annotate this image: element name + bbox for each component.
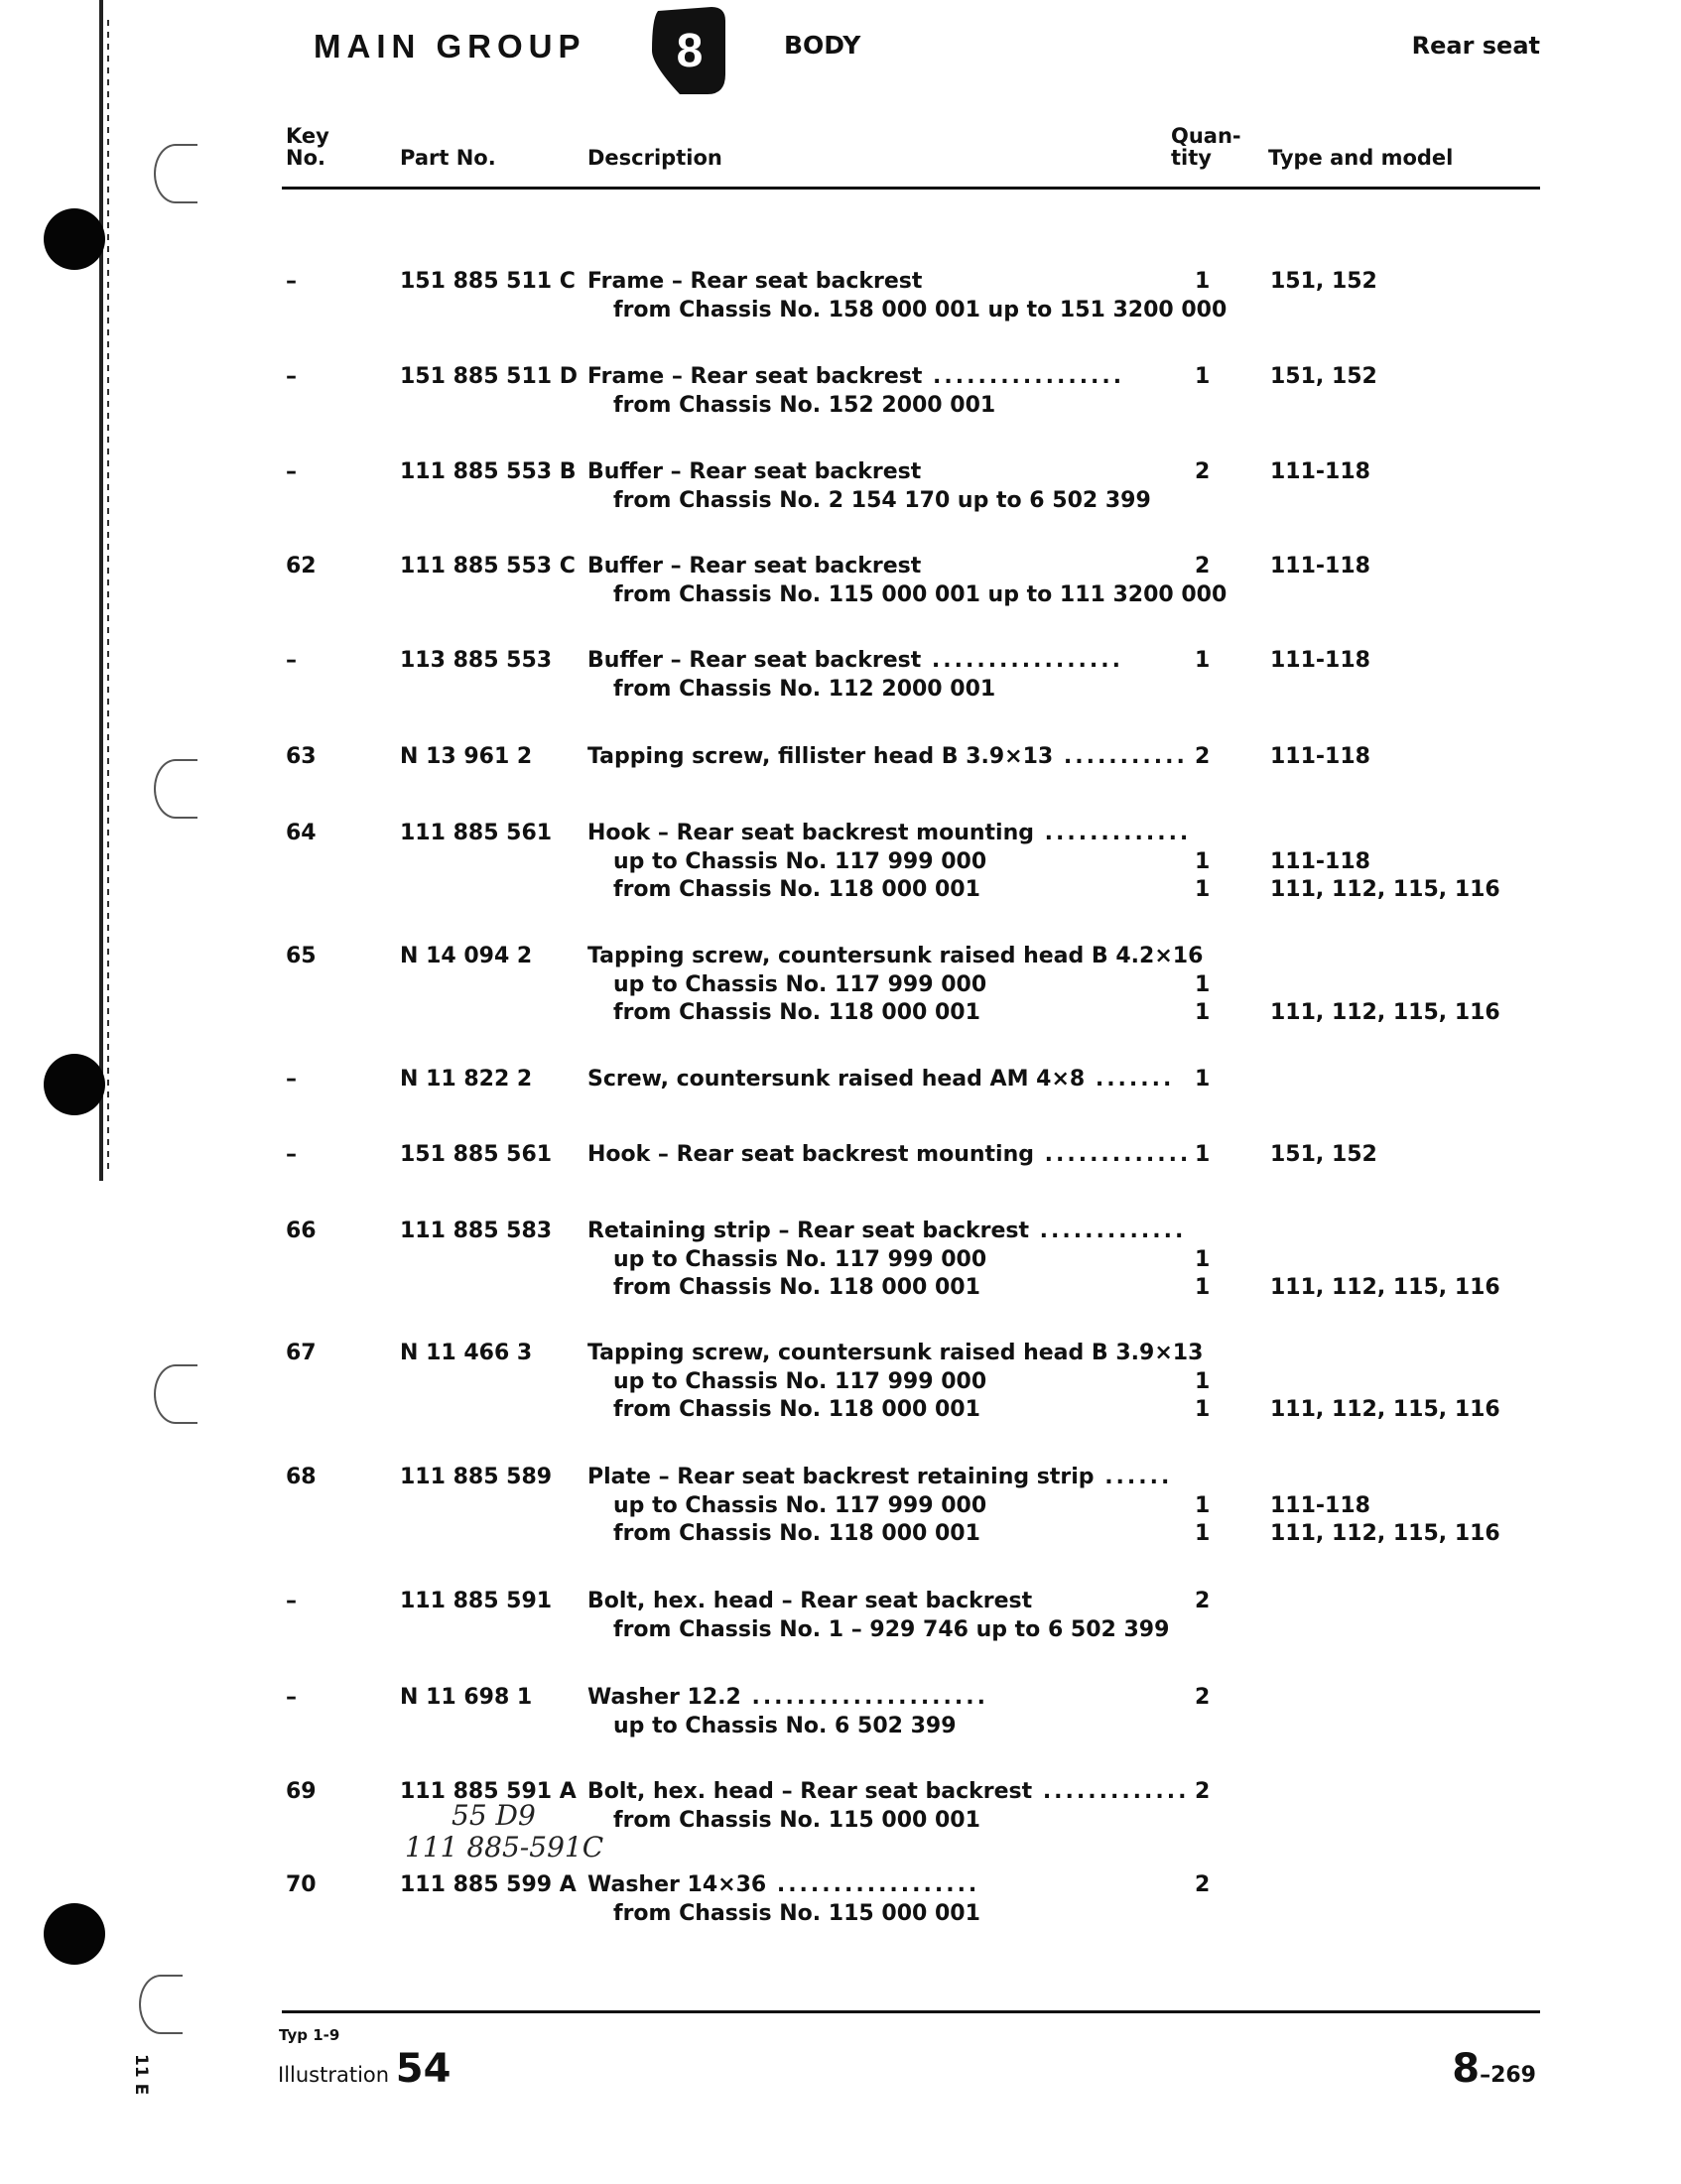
chassis-range: up to Chassis No. 117 999 000 xyxy=(613,1246,987,1272)
description xyxy=(587,743,1188,772)
type-model-value: 111, 112, 115, 116 xyxy=(1270,1000,1500,1025)
quantity-value xyxy=(1195,392,1210,421)
dot-leader: ....... xyxy=(1085,1067,1175,1092)
quantity-value: 2 xyxy=(1195,554,1211,578)
description xyxy=(587,1778,1189,1835)
illustration-label: Illustration xyxy=(278,2063,390,2087)
description xyxy=(587,1588,1169,1644)
dot-leader: ........... xyxy=(1053,744,1188,769)
type-model-value: 111, 112, 115, 116 xyxy=(1270,1275,1500,1300)
type-model-value xyxy=(1270,581,1370,610)
quantity-value: 1 xyxy=(1195,971,1211,997)
chassis-range: from Chassis No. 1 – 929 746 up to 6 502 399 xyxy=(613,1616,1170,1642)
dot-leader: ...... xyxy=(1094,1465,1173,1489)
quantity xyxy=(1195,1218,1210,1303)
part-no: N 13 961 2 xyxy=(400,744,533,769)
part-no: N 11 698 1 xyxy=(400,1685,533,1710)
quantity-value: 1 xyxy=(1195,1067,1211,1092)
description xyxy=(587,268,1227,324)
key-no: 68 xyxy=(286,1465,317,1489)
key-no: – xyxy=(286,269,297,294)
type-model xyxy=(1270,647,1370,704)
quantity-value xyxy=(1195,1900,1210,1929)
chassis-range: from Chassis No. 118 000 001 xyxy=(613,1521,980,1546)
type-model-value xyxy=(1270,1340,1500,1368)
description-text: Tapping screw, fillister head B 3.9×13 ........... xyxy=(587,744,1188,769)
col-quantity-line2: tity xyxy=(1171,146,1212,170)
binder-perforation xyxy=(107,20,109,1171)
quantity xyxy=(1195,363,1210,420)
chassis-range: up to Chassis No. 117 999 000 xyxy=(613,1368,987,1394)
chassis-range: from Chassis No. 118 000 001 xyxy=(613,1275,980,1300)
description xyxy=(587,943,1203,1028)
key-no: 62 xyxy=(286,554,317,578)
page-number-sub: –269 xyxy=(1480,2063,1536,2088)
type-model-value xyxy=(1270,1368,1500,1397)
description-text: Tapping screw, countersunk raised head B 4.2×16 xyxy=(587,944,1204,968)
part-no: 111 885 591 A xyxy=(400,1779,577,1804)
part-no: N 11 466 3 xyxy=(400,1341,533,1365)
description xyxy=(587,363,1124,420)
type-model-value xyxy=(1270,297,1377,325)
quantity-value xyxy=(1195,1218,1210,1246)
type-model xyxy=(1270,363,1377,420)
type-model-value xyxy=(1270,1218,1500,1246)
handwritten-note: 111 885-591C xyxy=(405,1831,604,1863)
type-model-value xyxy=(1270,1246,1500,1275)
dot-leader: ............. xyxy=(1029,1219,1187,1243)
quantity-value xyxy=(1195,487,1210,516)
punch-hole-top xyxy=(44,208,105,270)
description xyxy=(587,1340,1203,1425)
part-no: 111 885 553 B xyxy=(400,459,577,484)
type-model xyxy=(1270,1218,1500,1303)
quantity-value: 2 xyxy=(1195,744,1211,769)
ring-mark xyxy=(139,1975,183,2034)
quantity-value: 1 xyxy=(1195,1397,1211,1422)
type-model-value xyxy=(1270,1464,1500,1492)
chassis-range: from Chassis No. 112 2000 001 xyxy=(613,676,996,702)
quantity-value: 2 xyxy=(1195,459,1211,484)
edge-code: 11 E xyxy=(131,2054,151,2096)
chassis-range: up to Chassis No. 6 502 399 xyxy=(613,1713,957,1738)
quantity-value: 2 xyxy=(1195,1779,1211,1804)
header-rule xyxy=(282,187,1540,190)
dot-leader: ................. xyxy=(922,364,1125,389)
col-part-no: Part No. xyxy=(400,146,496,170)
chassis-range: from Chassis No. 118 000 001 xyxy=(613,1000,980,1025)
handwritten-note: 55 D9 xyxy=(452,1799,536,1832)
chassis-range: from Chassis No. 2 154 170 up to 6 502 399 xyxy=(613,487,1151,513)
chassis-range: up to Chassis No. 117 999 000 xyxy=(613,1492,987,1518)
description-text: Retaining strip – Rear seat backrest ............. xyxy=(587,1219,1187,1243)
quantity xyxy=(1195,1464,1210,1549)
part-no: 111 885 561 xyxy=(400,821,553,845)
type-model-value xyxy=(1270,820,1500,848)
quantity xyxy=(1195,743,1210,772)
chassis-range: from Chassis No. 115 000 001 xyxy=(613,1807,980,1833)
dot-leader: ..................... xyxy=(740,1685,988,1710)
quantity-value xyxy=(1195,1340,1210,1368)
quantity-value: 1 xyxy=(1195,269,1211,294)
type-model-value: 111-118 xyxy=(1270,459,1370,484)
ring-mark xyxy=(154,759,197,819)
quantity-value: 1 xyxy=(1195,1142,1211,1167)
quantity xyxy=(1195,943,1210,1028)
description-text: Buffer – Rear seat backrest ................. xyxy=(587,648,1123,673)
section-label: Rear seat xyxy=(1411,32,1540,60)
dot-leader: ............. xyxy=(1033,1142,1192,1167)
chassis-range: from Chassis No. 118 000 001 xyxy=(613,1397,980,1422)
quantity-value xyxy=(1195,1807,1210,1836)
ring-mark xyxy=(154,144,197,203)
quantity xyxy=(1195,553,1210,609)
description-text: Buffer – Rear seat backrest xyxy=(587,554,922,578)
col-key-no-line2: No. xyxy=(286,146,325,170)
key-no: – xyxy=(286,1142,297,1167)
part-no: 113 885 553 xyxy=(400,648,553,673)
type-model-value xyxy=(1270,971,1500,1000)
type-model-value xyxy=(1270,676,1370,705)
part-no: 151 885 511 D xyxy=(400,364,579,389)
footer-rule xyxy=(282,2010,1540,2013)
col-description: Description xyxy=(587,146,722,170)
description-text: Tapping screw, countersunk raised head B 3.9×13 xyxy=(587,1341,1204,1365)
type-model-value: 111, 112, 115, 116 xyxy=(1270,1521,1500,1546)
key-no: – xyxy=(286,364,297,389)
description-text: Buffer – Rear seat backrest xyxy=(587,459,922,484)
quantity-value: 1 xyxy=(1195,1492,1211,1518)
group-number: 8 xyxy=(676,25,704,77)
dot-leader: .................. xyxy=(766,1872,980,1897)
chassis-range: up to Chassis No. 117 999 000 xyxy=(613,971,987,997)
col-quantity-line1: Quan- xyxy=(1171,124,1241,148)
part-no: 151 885 511 C xyxy=(400,269,576,294)
part-no: 111 885 591 xyxy=(400,1589,553,1613)
type-model-value: 151, 152 xyxy=(1270,269,1377,294)
quantity xyxy=(1195,820,1210,905)
quantity xyxy=(1195,1340,1210,1425)
chassis-range: from Chassis No. 115 000 001 up to 111 3200 000 xyxy=(613,581,1228,607)
type-model-value: 111-118 xyxy=(1270,554,1370,578)
description xyxy=(587,458,1151,515)
type-model-value: 151, 152 xyxy=(1270,364,1377,389)
description-text: Frame – Rear seat backrest xyxy=(587,269,923,294)
body-label: BODY xyxy=(784,31,861,60)
quantity-value: 1 xyxy=(1195,364,1211,389)
key-no: – xyxy=(286,1685,297,1710)
quantity-value: 1 xyxy=(1195,1521,1211,1546)
description xyxy=(587,1464,1172,1549)
part-no: 151 885 561 xyxy=(400,1142,553,1167)
part-no: N 14 094 2 xyxy=(400,944,533,968)
chassis-range: from Chassis No. 152 2000 001 xyxy=(613,392,996,418)
description xyxy=(587,1218,1186,1303)
type-model-value xyxy=(1270,943,1500,971)
type-model-value xyxy=(1270,487,1370,516)
description-text: Plate – Rear seat backrest retaining strip ...... xyxy=(587,1465,1173,1489)
quantity-value xyxy=(1195,581,1210,610)
type-model xyxy=(1270,943,1500,1028)
type-model xyxy=(1270,553,1370,609)
key-no: 64 xyxy=(286,821,317,845)
punch-hole-middle xyxy=(44,1054,105,1115)
illustration-number: 54 xyxy=(395,2046,452,2092)
type-model-value: 111-118 xyxy=(1270,1492,1370,1518)
key-no: – xyxy=(286,459,297,484)
type-model xyxy=(1270,1464,1500,1549)
type-model xyxy=(1270,1141,1377,1170)
quantity-value xyxy=(1195,1464,1210,1492)
description xyxy=(587,647,1123,704)
quantity xyxy=(1195,268,1210,324)
col-key-no xyxy=(286,125,329,169)
dot-leader: ............. xyxy=(1032,1779,1190,1804)
description xyxy=(587,553,1227,609)
quantity xyxy=(1195,647,1210,704)
description-text: Hook – Rear seat backrest mounting ............. xyxy=(587,1142,1192,1167)
quantity xyxy=(1195,1066,1210,1094)
quantity-value: 1 xyxy=(1195,877,1211,902)
part-no: 111 885 589 xyxy=(400,1465,553,1489)
part-no: 111 885 553 C xyxy=(400,554,576,578)
quantity-value: 1 xyxy=(1195,1000,1211,1025)
type-model-value: 151, 152 xyxy=(1270,1142,1377,1167)
quantity-value xyxy=(1195,1713,1210,1741)
quantity xyxy=(1195,458,1210,515)
key-no: 65 xyxy=(286,944,317,968)
key-no: – xyxy=(286,1589,297,1613)
quantity xyxy=(1195,1141,1210,1170)
binder-edge-line xyxy=(99,0,103,1181)
main-group-title: MAIN GROUP xyxy=(314,28,586,64)
quantity-value: 1 xyxy=(1195,1368,1211,1394)
quantity-value xyxy=(1195,297,1210,325)
page-number xyxy=(1452,2046,1536,2092)
key-no: 67 xyxy=(286,1341,317,1365)
dot-leader: ............. xyxy=(1033,821,1192,845)
quantity-value: 2 xyxy=(1195,1872,1211,1897)
dot-leader: ................. xyxy=(921,648,1123,673)
description xyxy=(587,1141,1191,1170)
key-no: 69 xyxy=(286,1779,317,1804)
description xyxy=(587,820,1191,905)
type-model-value: 111, 112, 115, 116 xyxy=(1270,877,1500,902)
description xyxy=(587,1871,980,1928)
type-model-value: 111, 112, 115, 116 xyxy=(1270,1397,1500,1422)
quantity-value: 2 xyxy=(1195,1685,1211,1710)
key-no: 63 xyxy=(286,744,317,769)
ring-mark xyxy=(154,1364,197,1424)
typ-label: Typ 1-9 xyxy=(279,2026,340,2044)
quantity-value xyxy=(1195,943,1210,971)
chassis-range: from Chassis No. 118 000 001 xyxy=(613,877,980,902)
chassis-range: up to Chassis No. 117 999 000 xyxy=(613,848,987,874)
description-text: Bolt, hex. head – Rear seat backrest ............. xyxy=(587,1779,1190,1804)
key-no: 66 xyxy=(286,1219,317,1243)
group-number-badge xyxy=(650,5,727,96)
key-no: 70 xyxy=(286,1872,317,1897)
page-number-main: 8 xyxy=(1452,2046,1481,2092)
description-text: Hook – Rear seat backrest mounting ............. xyxy=(587,821,1192,845)
quantity-value xyxy=(1195,1616,1210,1645)
quantity-value: 1 xyxy=(1195,1275,1211,1300)
type-model xyxy=(1270,820,1500,905)
col-type-model: Type and model xyxy=(1268,146,1454,170)
type-model-value: 111-118 xyxy=(1270,648,1370,673)
description-text: Screw, countersunk raised head AM 4×8 ....... xyxy=(587,1067,1175,1092)
part-no: N 11 822 2 xyxy=(400,1067,533,1092)
type-model xyxy=(1270,1340,1500,1425)
punch-hole-bottom xyxy=(44,1903,105,1965)
quantity-value: 1 xyxy=(1195,648,1211,673)
type-model-value: 111-118 xyxy=(1270,744,1370,769)
quantity-value: 2 xyxy=(1195,1589,1211,1613)
chassis-range: from Chassis No. 158 000 001 up to 151 3200 000 xyxy=(613,297,1228,322)
chassis-range: from Chassis No. 115 000 001 xyxy=(613,1900,980,1926)
quantity xyxy=(1195,1871,1210,1928)
part-no: 111 885 583 xyxy=(400,1219,553,1243)
col-quantity xyxy=(1171,125,1241,169)
quantity-value: 1 xyxy=(1195,1246,1211,1272)
quantity-value xyxy=(1195,820,1210,848)
quantity-value xyxy=(1195,676,1210,705)
description-text: Bolt, hex. head – Rear seat backrest xyxy=(587,1589,1033,1613)
type-model xyxy=(1270,743,1370,772)
type-model xyxy=(1270,458,1370,515)
quantity-value: 1 xyxy=(1195,848,1211,874)
type-model xyxy=(1270,268,1377,324)
description-text: Frame – Rear seat backrest ................. xyxy=(587,364,1125,389)
key-no: – xyxy=(286,648,297,673)
type-model-value xyxy=(1270,392,1377,421)
quantity xyxy=(1195,1588,1210,1644)
part-no: 111 885 599 A xyxy=(400,1872,577,1897)
type-model-value: 111-118 xyxy=(1270,848,1370,874)
description-text: Washer 12.2 ..................... xyxy=(587,1685,988,1710)
col-key-no-line1: Key xyxy=(286,124,329,148)
illustration-ref xyxy=(278,2046,451,2092)
key-no: – xyxy=(286,1067,297,1092)
quantity xyxy=(1195,1684,1210,1740)
description-text: Washer 14×36 .................. xyxy=(587,1872,980,1897)
description xyxy=(587,1066,1174,1094)
quantity xyxy=(1195,1778,1210,1835)
description xyxy=(587,1684,988,1740)
